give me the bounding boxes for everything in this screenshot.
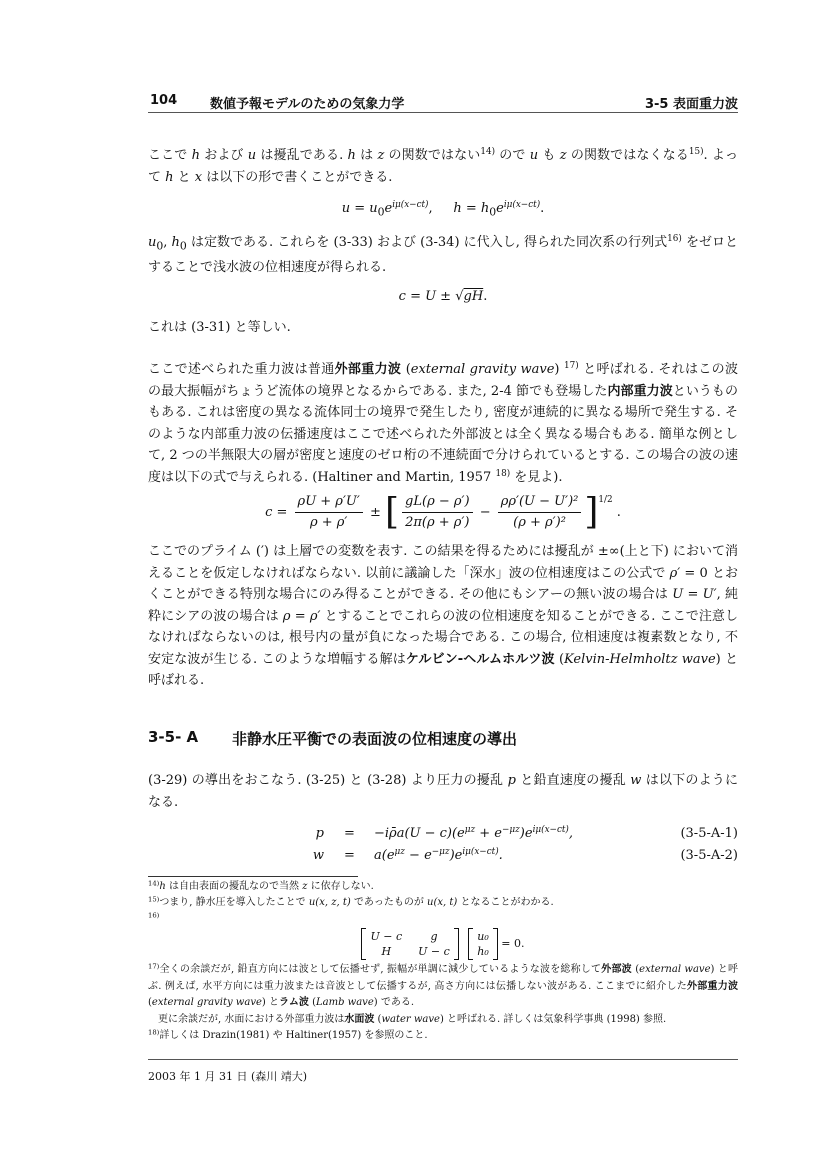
text-run: . よって (148, 148, 739, 185)
text-run: u(x, t) (427, 897, 458, 908)
text-run: ので (495, 148, 530, 163)
footnote-marker: 17) (563, 361, 579, 372)
page-number: 104 (150, 93, 178, 108)
text-run: = (683, 587, 703, 602)
text-run: w (630, 773, 642, 788)
text-run: ) と呼ばれる. (148, 651, 738, 688)
text-run: ( (374, 1014, 382, 1025)
text-run: external wave (639, 964, 711, 975)
text-run: ρ (282, 608, 291, 624)
text-run: z (559, 148, 567, 163)
text-run: というものもある. これは密度の異なる流体同士の境界で発生したり, 密度が連続的に異なる場所で発生する. そのような内部重力波の伝播速度はここで述べられた外部波とは全く異なる場合もある. 簡単な例として, 2 つの半無限大の層が密度と速度のゼロ桁の不連続面で分けられているとする. この場合の波の速度は以下の式で与えられる. (Haltiner and Martin, 1957 (148, 383, 738, 485)
text-run: h (347, 148, 356, 163)
equation-kelvin-helmholtz: c = $\frac{\rho U + \rho'U'}{\rho + \rho'}$ ± [ $\frac{gL(\rho - \rho')}{2\pi(\rho + \rho')}$ − $\frac{\text{ρρ′(U − U′)²}}{\text{(ρ + ρ′)²}}$ ]$^{1/2}$ . (265, 491, 621, 533)
paragraph-1 (148, 145, 738, 188)
text-run: は自由表面の擾乱なので当然 (165, 881, 303, 892)
text-run: と鉛直速度の擾乱 (515, 773, 631, 788)
section-heading (148, 728, 518, 748)
text-run: , 純粋にシアの波の場合は (148, 587, 738, 624)
equation-shallow-water-speed: c = U ± √gH. (398, 289, 488, 304)
text-run: ) (554, 362, 564, 377)
running-header (148, 93, 738, 111)
book-title: 数値予報モデルのための気象力学 (210, 97, 405, 112)
text-run: ( (148, 997, 152, 1008)
equation-number: (3-5-A-1) (680, 826, 738, 841)
bold-term: 水面波 (344, 1014, 375, 1025)
text-run: z (377, 148, 385, 163)
text-run: をゼロとすることで浅水波の位相速度が得られる. (148, 235, 739, 276)
text-run: h (191, 148, 200, 163)
text-run: 更に余談だが, 水面における外部重力波は (148, 1014, 345, 1025)
bold-term: 外部波 (601, 964, 632, 975)
text-run: u(x, z, t) (308, 897, 351, 908)
footnote-marker: 16) (667, 234, 682, 245)
footer-date-author: 2003 年 1 月 31 日 (森川 靖大) (148, 1070, 308, 1083)
text-run: ) と呼ぶ. 例えば, 水平方向には重力波または音波として伝播するが, 高さ方向には伝播しない波がある. ここまでに紹介した (148, 964, 739, 992)
text-run: も (538, 148, 560, 163)
text-run: ここで述べられた重力波は普通 (148, 362, 335, 377)
text-run: は以下の形で書くことができる. (202, 169, 393, 185)
footnote-17 (148, 962, 738, 1012)
footnote-15 (148, 895, 738, 912)
text-run: h (165, 169, 174, 185)
paragraph-5 (148, 541, 738, 692)
text-run: および (199, 148, 248, 163)
footnote-marker: 18) (148, 1028, 160, 1037)
text-run: ( (308, 997, 316, 1008)
text-run: 詳しくは Drazin(1981) や Haltiner(1957) を参照のこと. (159, 1030, 428, 1041)
text-run: water wave (381, 1014, 440, 1025)
text-run: (3-29) の導出をおこなう. (3-25) と (3-28) より圧力の擾乱 (148, 773, 508, 788)
text-run: external gravity wave (410, 362, 555, 377)
text-run: ( (401, 362, 411, 377)
text-run: p (507, 773, 516, 788)
text-run: ) である. (373, 997, 415, 1008)
text-run: と (173, 169, 195, 185)
text-run: Lamb wave (315, 997, 374, 1008)
text-run: 全くの余談だが, 鉛直方向には波として伝播せず, 振幅が単調に減少しているような波を総称して (159, 964, 602, 975)
footnote-marker: 14) (480, 147, 496, 158)
text-run: U′ (702, 587, 717, 602)
text-run: Kelvin-Helmholtz wave (564, 651, 716, 667)
text-run: であったものが (350, 897, 428, 908)
bold-term: 外部重力波 (687, 980, 739, 992)
text-run: ρ′ (309, 608, 321, 624)
text-run: は (355, 148, 378, 163)
text-run: は擾乱である. (256, 148, 348, 163)
text-run: z (302, 881, 308, 892)
text-run: u (148, 235, 157, 250)
bold-term: 内部重力波 (607, 383, 673, 399)
text-run: ) と (261, 997, 279, 1008)
footnote-marker: 15) (148, 895, 160, 904)
text-run: に依存しない. (307, 881, 374, 892)
text-run: ρ′ (669, 565, 681, 581)
bold-term: ケルビン-ヘルムホルツ波 (405, 651, 555, 667)
footnote-14 (148, 879, 738, 896)
section-number: 3-5- A (148, 728, 199, 746)
text-run: は以下のようになる. (148, 773, 739, 810)
equation-wave-form: $u = u_0e^{i\mu(x-ct)}$, $h = h_0e^{i\mu(x-ct)}$. (341, 200, 545, 219)
footnote-16 (148, 911, 738, 928)
text-run: ( (631, 964, 640, 975)
paragraph-2 (148, 232, 738, 279)
text-run: U (672, 587, 684, 602)
text-run: x (194, 169, 203, 185)
footnote-marker: 14) (148, 879, 160, 888)
equation-3-5-A-2: w = $a(e^{\mu z} - e^{-\mu z})e^{i\mu(x-ct)}$. (3-5-A-2) (312, 847, 738, 863)
bold-term: 外部重力波 (334, 362, 402, 377)
header-rule (148, 112, 738, 113)
paragraph-4 (148, 359, 738, 488)
footnote-16-matrix: U − c g H U − c u₀ h₀ = 0. (148, 928, 738, 960)
text-run: u (529, 148, 539, 163)
section-heading-title: 非静水圧平衡での表面波の位相速度の導出 (232, 730, 518, 748)
text-run: これは (3-31) と等しい. (148, 320, 291, 335)
footnote-marker: 18) (495, 468, 511, 479)
footnote-17-addendum (148, 1012, 738, 1029)
text-run: の関数ではない (384, 148, 481, 163)
text-run: h (159, 881, 166, 892)
equation-number: (3-5-A-2) (680, 848, 738, 863)
text-run: となることがわかる. (457, 897, 554, 908)
text-run: ( (554, 651, 565, 667)
text-run: を見よ). (510, 469, 563, 485)
bold-term: ラム波 (278, 997, 309, 1008)
text-run: ここで (148, 148, 192, 163)
footnote-rule (148, 876, 358, 877)
footnote-marker: 16) (148, 911, 160, 920)
footnote-18 (148, 1028, 738, 1045)
text-run: ) と呼ばれる. 詳しくは気象科学事典 (1998) 参照. (439, 1014, 667, 1025)
text-run: = (290, 608, 310, 624)
section-title: 3-5 表面重力波 (644, 97, 738, 112)
text-run: , (163, 235, 172, 250)
text-run: external gravity wave (151, 997, 262, 1008)
footnote-marker: 15) (688, 147, 704, 158)
text-run: 0 (179, 239, 187, 253)
text-run: h (171, 235, 180, 250)
equation-3-5-A-1: p = −iρ̄a(U − $c)(e^{\mu z} + e^{-\mu z})e^{i\mu(x-ct)}$, (3-5-A-1) (315, 825, 738, 841)
text-run: の関数ではなくなる (566, 148, 689, 163)
text-run: とすることでこれらの波の位相速度を知ることができる. ここで注意しなければならないのは, 根号内の量が負になった場合である. この場合, 位相速度は複素数となり, 不安定な波が生じる. このような増幅する解は (148, 608, 738, 667)
text-run: つまり, 静水圧を導入したことで (159, 897, 309, 908)
paragraph-3 (148, 317, 738, 339)
text-run: は定数である. これらを (3-33) および (3-34) に代入し, 得られた同次系の行列式 (186, 235, 668, 250)
text-run: 0 (156, 239, 164, 253)
text-run: と呼ばれる. それはこの波の最大振幅がちょうど流体の境界となるからである. また, 2-4 節でも登場した (148, 362, 738, 399)
text-run: ここでのプライム (′) は上層での変数を表す. この結果を得るためには擾乱が ±∞(上と下) において消えることを仮定しなければならない. 以前に議論した「深水」波の位相速度はこの公式で (148, 544, 738, 581)
text-run: = 0 とおくことができる特別な場合にのみ得ることができる. その他にもシアーの無い波の場合は (148, 565, 738, 602)
footnote-marker: 17) (148, 962, 160, 971)
footer-rule (148, 1059, 738, 1060)
text-run: u (247, 148, 257, 163)
paragraph-6 (148, 770, 738, 813)
